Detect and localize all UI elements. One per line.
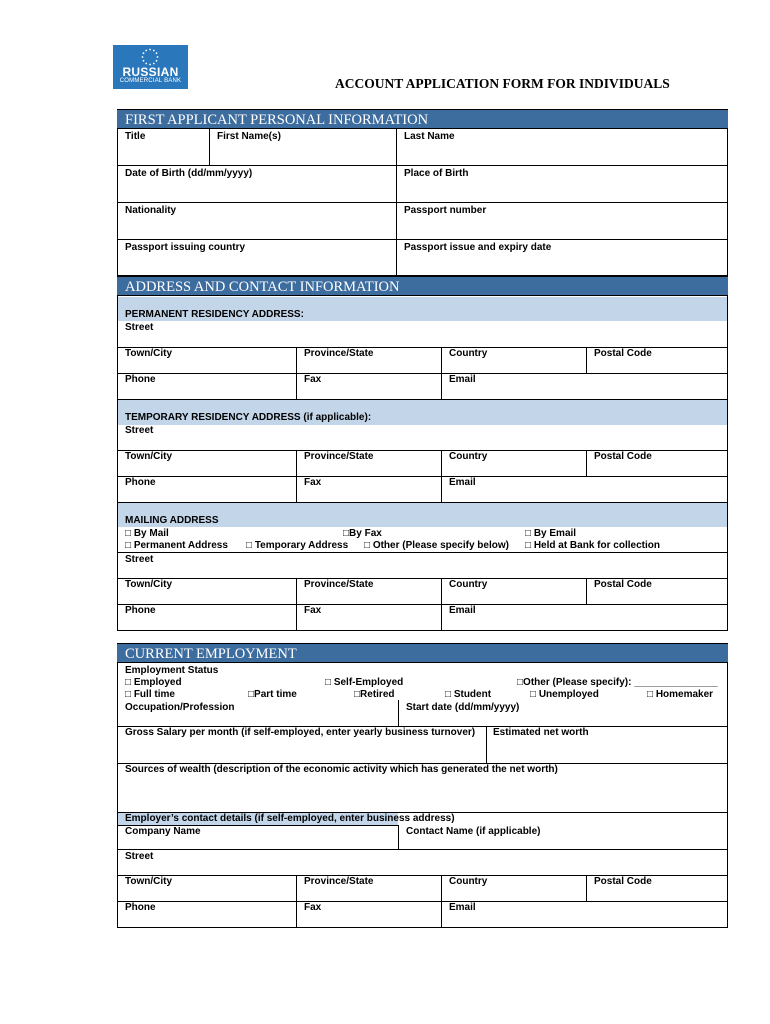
temporary-street-field[interactable]: Street	[125, 425, 154, 436]
temporary-fax-field[interactable]: Fax	[304, 477, 322, 488]
mailing-email-field[interactable]: Email	[449, 605, 476, 616]
temporary-country-field[interactable]: Country	[449, 451, 488, 462]
employer-street-field[interactable]: Street	[125, 851, 154, 862]
part-time-checkbox[interactable]: □Part time	[248, 689, 297, 700]
employer-town-field[interactable]: Town/City	[125, 876, 173, 887]
temporary-town-field[interactable]: Town/City	[125, 451, 173, 462]
temporary-phone-field[interactable]: Phone	[125, 477, 156, 488]
nationality-field[interactable]: Nationality	[125, 205, 177, 216]
permanent-postal-field[interactable]: Postal Code	[594, 348, 652, 359]
logo-subname: COMMERCIAL BANK	[119, 78, 182, 84]
permanent-address-heading: PERMANENT RESIDENCY ADDRESS:	[125, 309, 304, 320]
start-date-field[interactable]: Start date (dd/mm/yyyy)	[406, 702, 520, 713]
employer-fax-field[interactable]: Fax	[304, 902, 322, 913]
employer-phone-field[interactable]: Phone	[125, 902, 156, 913]
stars-icon	[141, 48, 159, 66]
temporary-address-heading: TEMPORARY RESIDENCY ADDRESS (if applicable):	[125, 412, 372, 423]
passport-number-field[interactable]: Passport number	[404, 205, 487, 216]
permanent-province-field[interactable]: Province/State	[304, 348, 374, 359]
company-name-field[interactable]: Company Name	[125, 826, 201, 837]
passport-country-field[interactable]: Passport issuing country	[125, 242, 246, 253]
mailing-town-field[interactable]: Town/City	[125, 579, 173, 590]
by-fax-checkbox[interactable]: □By Fax	[343, 528, 382, 539]
mailing-address-heading: MAILING ADDRESS	[125, 515, 219, 526]
mailing-country-field[interactable]: Country	[449, 579, 488, 590]
employer-postal-field[interactable]: Postal Code	[594, 876, 652, 887]
permanent-address-checkbox[interactable]: □ Permanent Address	[125, 540, 228, 551]
sources-of-wealth-field[interactable]: Sources of wealth (description of the economic activity which has generated the net worth)	[125, 764, 558, 775]
place-of-birth-field[interactable]: Place of Birth	[404, 168, 469, 179]
by-email-checkbox[interactable]: □ By Email	[525, 528, 577, 539]
form-title: ACCOUNT APPLICATION FORM FOR INDIVIDUALS	[335, 76, 670, 91]
temporary-email-field[interactable]: Email	[449, 477, 476, 488]
temporary-postal-field[interactable]: Postal Code	[594, 451, 652, 462]
permanent-street-field[interactable]: Street	[125, 322, 154, 333]
other-address-checkbox[interactable]: □ Other (Please specify below)	[364, 540, 509, 551]
mailing-phone-field[interactable]: Phone	[125, 605, 156, 616]
mailing-fax-field[interactable]: Fax	[304, 605, 322, 616]
permanent-fax-field[interactable]: Fax	[304, 374, 322, 385]
permanent-town-field[interactable]: Town/City	[125, 348, 173, 359]
student-checkbox[interactable]: □ Student	[445, 689, 492, 700]
mailing-postal-field[interactable]: Postal Code	[594, 579, 652, 590]
employer-email-field[interactable]: Email	[449, 902, 476, 913]
full-time-checkbox[interactable]: □ Full time	[125, 689, 175, 700]
employer-province-field[interactable]: Province/State	[304, 876, 374, 887]
passport-dates-field[interactable]: Passport issue and expiry date	[404, 242, 552, 253]
employed-checkbox[interactable]: □ Employed	[125, 677, 182, 688]
employer-country-field[interactable]: Country	[449, 876, 488, 887]
held-at-bank-checkbox[interactable]: □ Held at Bank for collection	[525, 540, 660, 551]
bank-logo	[113, 45, 188, 89]
temporary-province-field[interactable]: Province/State	[304, 451, 374, 462]
contact-name-field[interactable]: Contact Name (if applicable)	[406, 826, 541, 837]
by-mail-checkbox[interactable]: □ By Mail	[125, 528, 169, 539]
self-employed-checkbox[interactable]: □ Self-Employed	[325, 677, 404, 688]
retired-checkbox[interactable]: □Retired	[354, 689, 395, 700]
gross-salary-field[interactable]: Gross Salary per month (if self-employed, enter yearly business turnover)	[125, 727, 476, 738]
mailing-street-field[interactable]: Street	[125, 554, 154, 565]
employment-heading: CURRENT EMPLOYMENT	[117, 643, 728, 663]
permanent-email-field[interactable]: Email	[449, 374, 476, 385]
personal-heading: FIRST APPLICANT PERSONAL INFORMATION	[117, 109, 728, 129]
mailing-province-field[interactable]: Province/State	[304, 579, 374, 590]
homemaker-checkbox[interactable]: □ Homemaker	[647, 689, 714, 700]
permanent-country-field[interactable]: Country	[449, 348, 488, 359]
other-status-checkbox[interactable]: □Other (Please specify): _______________	[517, 677, 718, 688]
permanent-phone-field[interactable]: Phone	[125, 374, 156, 385]
unemployed-checkbox[interactable]: □ Unemployed	[530, 689, 599, 700]
employment-status-label: Employment Status	[125, 665, 219, 676]
occupation-field[interactable]: Occupation/Profession	[125, 702, 235, 713]
temporary-address-checkbox[interactable]: □ Temporary Address	[246, 540, 349, 551]
employer-contact-heading: Employer’s contact details (if self-employed, enter business address)	[125, 813, 455, 824]
net-worth-field[interactable]: Estimated net worth	[493, 727, 589, 738]
first-names-field[interactable]: First Name(s)	[217, 131, 281, 142]
last-name-field[interactable]: Last Name	[404, 131, 455, 142]
date-of-birth-field[interactable]: Date of Birth (dd/mm/yyyy)	[125, 168, 253, 179]
title-field[interactable]: Title	[125, 131, 146, 142]
logo-name: RUSSIAN	[122, 65, 179, 79]
address-heading: ADDRESS AND CONTACT INFORMATION	[117, 276, 728, 296]
